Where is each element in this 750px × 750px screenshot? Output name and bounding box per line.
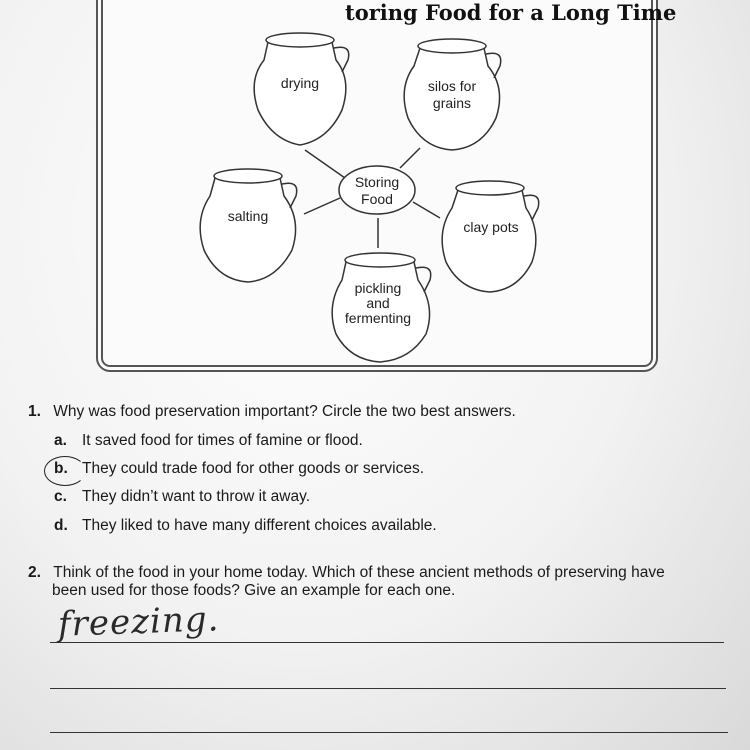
center-label-line1: Storing (354, 174, 400, 190)
question-number: 1. (28, 403, 41, 420)
pot-label: and (366, 295, 390, 311)
question-number: 2. (28, 564, 41, 581)
pot-label: clay pots (463, 219, 519, 235)
option-text: It saved food for times of famine or flood. (82, 432, 363, 449)
option-text: They liked to have many different choices available. (82, 517, 437, 534)
option-text: They could trade food for other goods or services. (82, 460, 425, 477)
connector-line (304, 198, 340, 214)
pot-salting (200, 169, 297, 282)
pot-pickling (332, 253, 431, 362)
option-d[interactable] (54, 517, 437, 535)
connector-line (305, 150, 345, 178)
pot-label: pickling (354, 280, 402, 296)
question-2 (28, 564, 665, 582)
question-text: Why was food preservation important? Circle the two best answers. (53, 403, 516, 420)
center-label-line2: Food (361, 191, 393, 207)
option-letter: c. (54, 488, 67, 505)
answer-line-2[interactable] (50, 688, 726, 689)
option-letter: b. (54, 460, 68, 477)
diagram-title: toring Food for a Long Time (345, 0, 677, 25)
pot-silos (404, 39, 501, 150)
pot-label: salting (227, 208, 269, 224)
connector-line (413, 202, 440, 218)
pot-label: grains (432, 95, 472, 111)
handwritten-answer: freezing. (57, 599, 220, 645)
question-2-line2: been used for those foods? Give an example for each one. (52, 582, 456, 599)
pot-label: drying (280, 75, 320, 91)
option-a[interactable] (54, 432, 363, 450)
option-c[interactable] (54, 488, 310, 506)
option-b[interactable] (54, 460, 424, 478)
answer-line-1[interactable] (50, 642, 724, 643)
option-text: They didn’t want to throw it away. (82, 488, 311, 505)
option-letter: d. (54, 517, 68, 534)
pot-label: fermenting (344, 310, 412, 326)
answer-line-3[interactable] (50, 732, 728, 733)
question-1 (28, 403, 516, 421)
handwritten-circle-mark (44, 456, 86, 486)
pot-label: silos for (427, 78, 477, 94)
pot-drying (254, 33, 349, 145)
option-letter: a. (54, 432, 67, 449)
question-text-line1: Think of the food in your home today. Which of these ancient methods of preserving have (53, 564, 665, 581)
connector-line (400, 148, 420, 168)
pot-clay (442, 181, 539, 292)
